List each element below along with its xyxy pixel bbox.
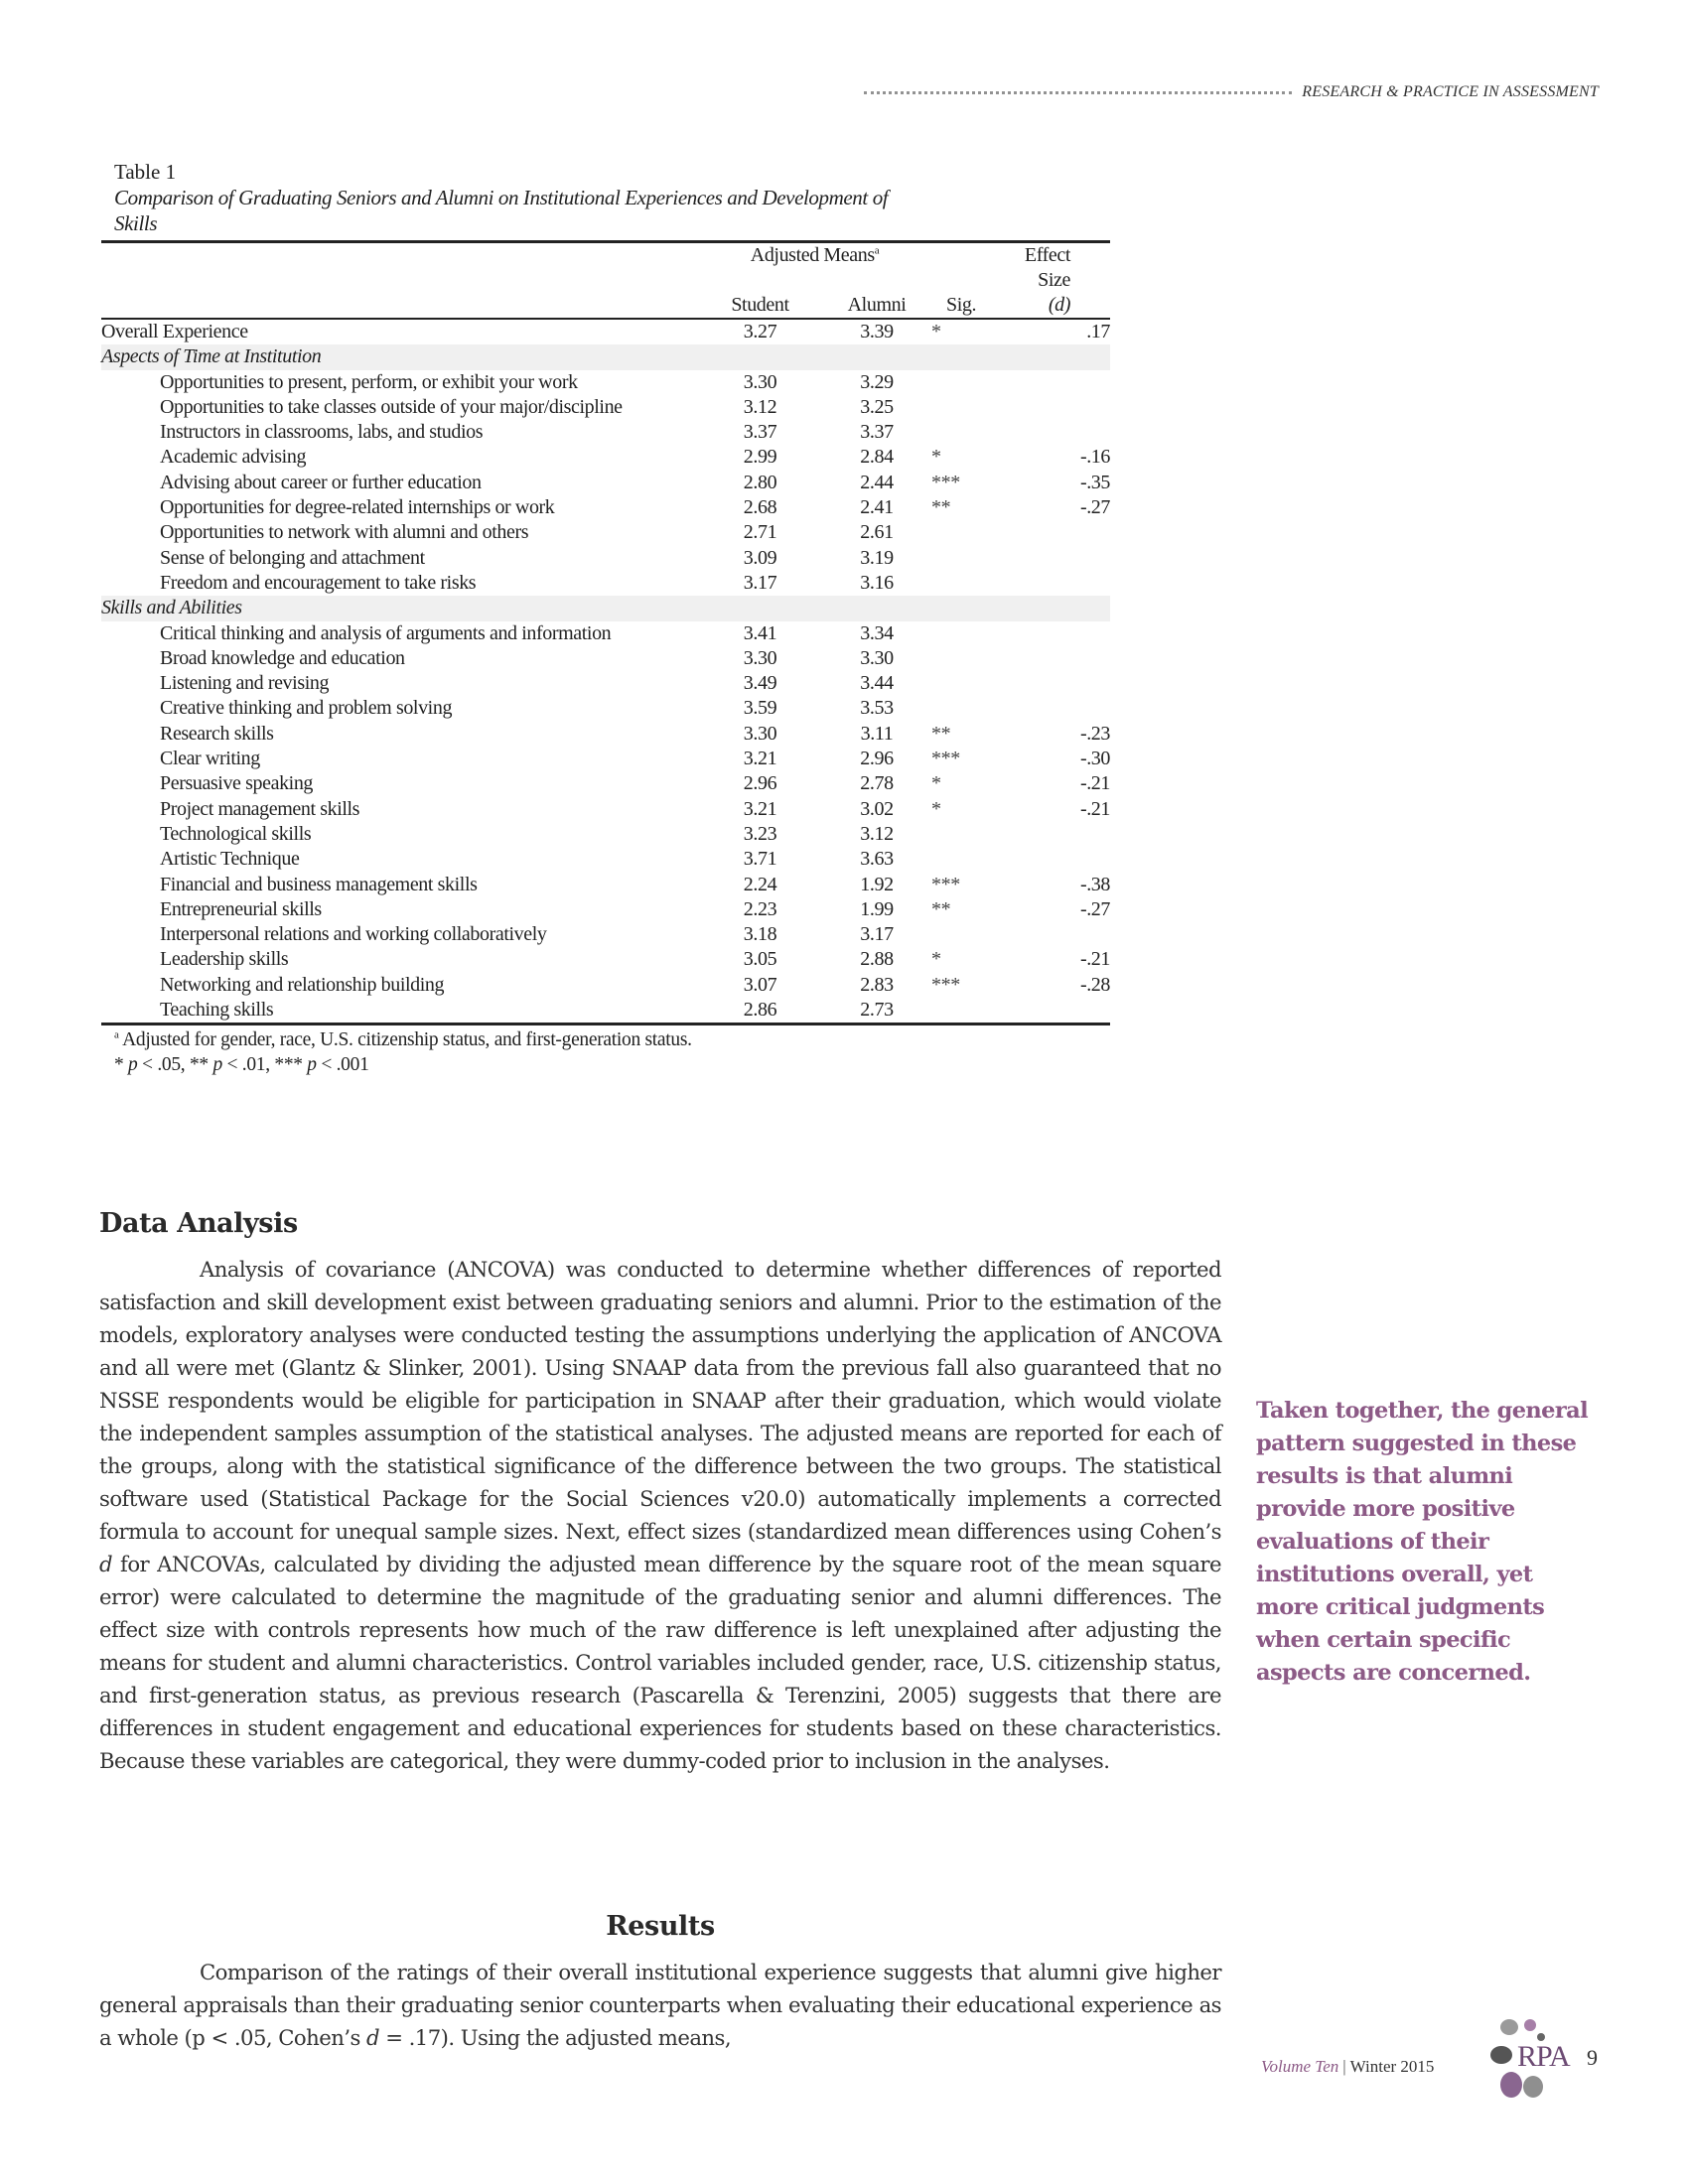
dotted-rule xyxy=(864,91,1292,94)
footnote-marker: a xyxy=(874,244,880,257)
student-value: 2.68 xyxy=(743,496,777,519)
heading-results: Results xyxy=(606,1911,715,1942)
sig-value: * xyxy=(931,321,941,342)
alumni-value: 3.37 xyxy=(860,421,894,444)
sig-value xyxy=(931,998,1021,1024)
table-row xyxy=(101,897,1110,922)
row-label: Critical thinking and analysis of arguments and information xyxy=(160,621,612,644)
issue-season: Winter 2015 xyxy=(1349,2057,1435,2076)
table-label: Table 1 xyxy=(114,160,177,184)
sig-value xyxy=(931,420,1021,445)
effect-value xyxy=(1021,922,1110,947)
sig-value: *** xyxy=(931,973,960,996)
note-text: Adjusted for gender, race, U.S. citizenship status, and first-generation status. xyxy=(122,1029,692,1051)
student-value: 2.71 xyxy=(743,521,777,544)
student-value: 2.80 xyxy=(743,471,777,493)
sig-value xyxy=(931,696,1021,721)
row-label: Broad knowledge and education xyxy=(160,646,405,669)
table-row xyxy=(101,546,1110,571)
student-value: 2.23 xyxy=(743,897,777,920)
effect-value xyxy=(1021,520,1110,545)
student-value: 3.21 xyxy=(743,797,777,820)
effect-header-3: (d) xyxy=(1048,294,1070,316)
student-value: 3.27 xyxy=(743,321,777,342)
table-row xyxy=(101,797,1110,822)
effect-value xyxy=(1021,370,1110,395)
alumni-value: 2.84 xyxy=(860,446,894,469)
row-label: Networking and relationship building xyxy=(160,973,445,996)
caption-line: Skills xyxy=(114,211,158,235)
student-value: 3.30 xyxy=(743,370,777,393)
effect-value: -.21 xyxy=(1079,772,1110,795)
alumni-value: 3.19 xyxy=(860,546,894,569)
effect-value: -.16 xyxy=(1079,446,1110,469)
row-label: Opportunities to present, perform, or exhibit your work xyxy=(160,370,578,393)
sig-value: * xyxy=(931,797,941,820)
student-value: 3.17 xyxy=(743,571,777,594)
effect-value xyxy=(1021,998,1110,1024)
table-row xyxy=(101,445,1110,470)
row-label: Creative thinking and problem solving xyxy=(160,697,453,720)
effect-value: -.27 xyxy=(1079,496,1110,519)
effect-value xyxy=(1021,546,1110,571)
row-label: Leadership skills xyxy=(160,948,289,971)
sig-value: ** xyxy=(931,496,951,519)
journal-title: RESEARCH & PRACTICE IN ASSESSMENT xyxy=(1302,83,1599,100)
student-value: 3.21 xyxy=(743,748,777,770)
results-table xyxy=(101,240,1110,1025)
sig-value xyxy=(931,520,1021,545)
alumni-value: 1.92 xyxy=(860,873,894,895)
paragraph: Analysis of covariance (ANCOVA) was conducted to determine whether differences of reported satisfaction and skill development exist between graduating seniors and alumni. Prior to the estimation of the models, exploratory analyses were conducted testing the assumptions underlying the application of ANCOVA and all were met (Glantz & Slinker, 2001). Using SNAAP data from the previous fall also guaranteed that no NSSE respondents would be eligible for participation in SNAAP after their graduation, which would violate the independent samples assumption of the statistical analyses. The adjusted means are reported for each of the groups, along with the statistical significance of the difference between the two groups. The statistical software used (Statistical Package for the Social Sciences v20.0) automatically implements a corrected formula to account for unequal sample sizes. Next, effect sizes (standardized mean differences using Cohen’s d for ANCOVAs, calculated by dividing the adjusted mean difference by the square root of the mean square error) were calculated to determine the magnitude of the graduating senior and alumni differences. The effect size with controls represents how much of the raw difference is left unexplained after adjusting the means for student and alumni characteristics. Control variables included gender, race, U.S. citizenship status, and first-generation status, as previous research (Pascarella & Terenzini, 2005) suggests that there are differences in student engagement and educational experiences for students based on these characteristics. Because these variables are categorical, they were dummy-coded prior to inclusion in the analyses. xyxy=(99,1257,1221,1773)
section-title: Aspects of Time at Institution xyxy=(101,344,1110,369)
sig-value xyxy=(931,922,1021,947)
row-label: Instructors in classrooms, labs, and studios xyxy=(160,421,484,444)
student-value: 3.30 xyxy=(743,646,777,669)
alumni-value: 2.44 xyxy=(860,471,894,493)
column-student: Student xyxy=(698,268,822,319)
student-value: 2.96 xyxy=(743,772,777,795)
volume-label: Volume Ten xyxy=(1261,2057,1339,2076)
table-body xyxy=(101,319,1110,1024)
table-row xyxy=(101,747,1110,771)
page-number: 9 xyxy=(1587,2045,1598,2070)
student-value: 3.12 xyxy=(743,395,777,418)
adjusted-means-header xyxy=(698,242,931,269)
section-title: Skills and Abilities xyxy=(101,596,1110,620)
alumni-value: 3.25 xyxy=(860,395,894,418)
table-row xyxy=(101,822,1110,847)
effect-value xyxy=(1021,571,1110,596)
row-label: Entrepreneurial skills xyxy=(160,897,322,920)
table-row xyxy=(101,471,1110,495)
student-value: 3.59 xyxy=(743,697,777,720)
row-label: Research skills xyxy=(160,722,274,745)
row-label: Overall Experience xyxy=(101,321,248,342)
table-row xyxy=(101,947,1110,972)
student-value: 3.18 xyxy=(743,923,777,946)
sig-value: * xyxy=(931,446,941,469)
alumni-value: 3.29 xyxy=(860,370,894,393)
table-row xyxy=(101,495,1110,520)
effect-header-1: Effect xyxy=(1021,242,1110,269)
effect-value xyxy=(1021,420,1110,445)
sig-value: * xyxy=(931,772,941,795)
student-value: 3.07 xyxy=(743,973,777,996)
table-row xyxy=(101,973,1110,998)
effect-value: -.23 xyxy=(1079,722,1110,745)
effect-value: -.28 xyxy=(1079,973,1110,996)
row-label: Listening and revising xyxy=(160,672,330,695)
alumni-value: 2.88 xyxy=(860,948,894,971)
effect-value xyxy=(1021,621,1110,646)
table-row xyxy=(101,520,1110,545)
table-row xyxy=(101,722,1110,747)
effect-value: -.35 xyxy=(1079,471,1110,493)
row-label: Clear writing xyxy=(160,748,260,770)
table-row xyxy=(101,998,1110,1024)
effect-value: -.38 xyxy=(1079,873,1110,895)
alumni-value: 2.41 xyxy=(860,496,894,519)
student-value: 3.71 xyxy=(743,848,777,871)
effect-value: -.21 xyxy=(1079,948,1110,971)
sig-value xyxy=(931,370,1021,395)
student-value: 3.41 xyxy=(743,621,777,644)
header-spacer xyxy=(931,242,1021,269)
student-value: 3.49 xyxy=(743,672,777,695)
effect-value: -.21 xyxy=(1079,797,1110,820)
sig-value: ** xyxy=(931,897,951,920)
effect-value: -.27 xyxy=(1079,897,1110,920)
row-label: Persuasive speaking xyxy=(160,772,314,795)
alumni-value: 3.12 xyxy=(860,822,894,845)
alumni-value: 3.53 xyxy=(860,697,894,720)
sig-note-text: * p < .05, ** p < .01, *** p < .001 xyxy=(114,1054,369,1076)
row-label: Opportunities to network with alumni and others xyxy=(160,521,529,544)
row-label: Opportunities to take classes outside of your major/discipline xyxy=(160,395,623,418)
alumni-value: 2.78 xyxy=(860,772,894,795)
sig-value: * xyxy=(931,948,941,971)
sig-value xyxy=(931,671,1021,696)
sig-value: *** xyxy=(931,873,960,895)
effect-value xyxy=(1021,671,1110,696)
data-analysis-body xyxy=(99,1253,1221,1777)
alumni-value: 2.96 xyxy=(860,748,894,770)
alumni-value: 3.44 xyxy=(860,672,894,695)
effect-value xyxy=(1021,696,1110,721)
logo-text: RPA xyxy=(1517,2040,1570,2073)
row-label: Project management skills xyxy=(160,797,360,820)
note-adjusted xyxy=(114,1027,1110,1052)
group-header-text: Adjusted Means xyxy=(750,244,875,266)
row-label: Artistic Technique xyxy=(160,848,300,871)
effect-value xyxy=(1021,822,1110,847)
row-label: Academic advising xyxy=(160,446,307,469)
footer xyxy=(1261,2042,1434,2092)
sig-value xyxy=(931,546,1021,571)
sig-value xyxy=(931,621,1021,646)
student-value: 3.30 xyxy=(743,722,777,745)
table-row xyxy=(101,873,1110,897)
alumni-value: 3.30 xyxy=(860,646,894,669)
student-value: 2.99 xyxy=(743,446,777,469)
effect-value xyxy=(1021,395,1110,420)
sig-value xyxy=(931,822,1021,847)
table-row-overall xyxy=(101,319,1110,344)
alumni-value: 3.34 xyxy=(860,621,894,644)
footnote-marker: a xyxy=(114,1028,119,1041)
footer-separator: | xyxy=(1342,2057,1346,2076)
section-header-row xyxy=(101,596,1110,620)
rpa-logo-icon xyxy=(1489,2015,1579,2105)
column-sig: Sig. xyxy=(931,268,1021,319)
table-row xyxy=(101,922,1110,947)
results-body xyxy=(99,1956,1221,2054)
header-spacer xyxy=(101,242,698,269)
table-caption xyxy=(114,185,1110,236)
row-label: Advising about career or further education xyxy=(160,471,482,493)
table-row xyxy=(101,671,1110,696)
sig-value xyxy=(931,395,1021,420)
alumni-value: 3.63 xyxy=(860,848,894,871)
sig-value xyxy=(931,646,1021,671)
row-label: Sense of belonging and attachment xyxy=(160,546,425,569)
row-label: Freedom and encouragement to take risks xyxy=(160,571,477,594)
student-value: 2.86 xyxy=(698,998,822,1024)
heading-data-analysis: Data Analysis xyxy=(99,1208,298,1239)
table-row xyxy=(101,696,1110,721)
note-significance xyxy=(114,1052,1110,1077)
alumni-value: 3.16 xyxy=(860,571,894,594)
table-row xyxy=(101,646,1110,671)
table-row xyxy=(101,571,1110,596)
student-value: 3.23 xyxy=(743,822,777,845)
alumni-value: 2.61 xyxy=(860,521,894,544)
alumni-value: 2.83 xyxy=(860,973,894,996)
pull-quote: Taken together, the general pattern suggested in these results is that alumni provide more positive evaluations of their institutions overall, yet more critical judgments when certain specific aspects are concerned. xyxy=(1256,1398,1589,1686)
sig-value xyxy=(931,571,1021,596)
row-label: Interpersonal relations and working collaboratively xyxy=(160,923,547,946)
paragraph: Comparison of the ratings of their overall institutional experience suggests that alumni give higher general appraisals than their graduating senior counterparts when evaluating their educational experience as a whole (p < .05, Cohen’s d = .17). Using the adjusted means, xyxy=(99,1960,1221,2050)
row-label: Financial and business management skills xyxy=(160,873,478,895)
table-row xyxy=(101,771,1110,796)
student-value: 2.24 xyxy=(743,873,777,895)
table-row xyxy=(101,370,1110,395)
table-1 xyxy=(101,159,1110,1077)
effect-header-2: Size xyxy=(1038,269,1070,291)
header-spacer xyxy=(101,268,698,319)
alumni-value: 3.02 xyxy=(860,797,894,820)
sig-value xyxy=(931,847,1021,872)
caption-line: Comparison of Graduating Seniors and Alumni on Institutional Experiences and Development of xyxy=(114,186,889,209)
effect-value: .17 xyxy=(1086,321,1110,342)
student-value: 3.05 xyxy=(743,948,777,971)
running-header xyxy=(864,81,1599,103)
row-label: Opportunities for degree-related internships or work xyxy=(160,496,555,519)
effect-value xyxy=(1021,847,1110,872)
sig-value: *** xyxy=(931,748,960,770)
student-value: 3.37 xyxy=(743,421,777,444)
effect-value xyxy=(1021,646,1110,671)
alumni-value: 3.39 xyxy=(860,321,894,342)
table-row xyxy=(101,621,1110,646)
alumni-value: 3.17 xyxy=(860,923,894,946)
alumni-value: 2.73 xyxy=(822,998,931,1024)
sig-value: *** xyxy=(931,471,960,493)
sig-value: ** xyxy=(931,722,951,745)
table-row xyxy=(101,420,1110,445)
row-label: Teaching skills xyxy=(101,998,698,1024)
row-label: Technological skills xyxy=(160,822,312,845)
table-row xyxy=(101,395,1110,420)
alumni-value: 1.99 xyxy=(860,897,894,920)
table-notes xyxy=(114,1027,1110,1077)
alumni-value: 3.11 xyxy=(860,722,894,745)
column-effect-size xyxy=(1021,268,1110,319)
effect-value: -.30 xyxy=(1079,748,1110,770)
column-alumni: Alumni xyxy=(822,268,931,319)
section-header-row xyxy=(101,344,1110,369)
table-row xyxy=(101,847,1110,872)
student-value: 3.09 xyxy=(743,546,777,569)
